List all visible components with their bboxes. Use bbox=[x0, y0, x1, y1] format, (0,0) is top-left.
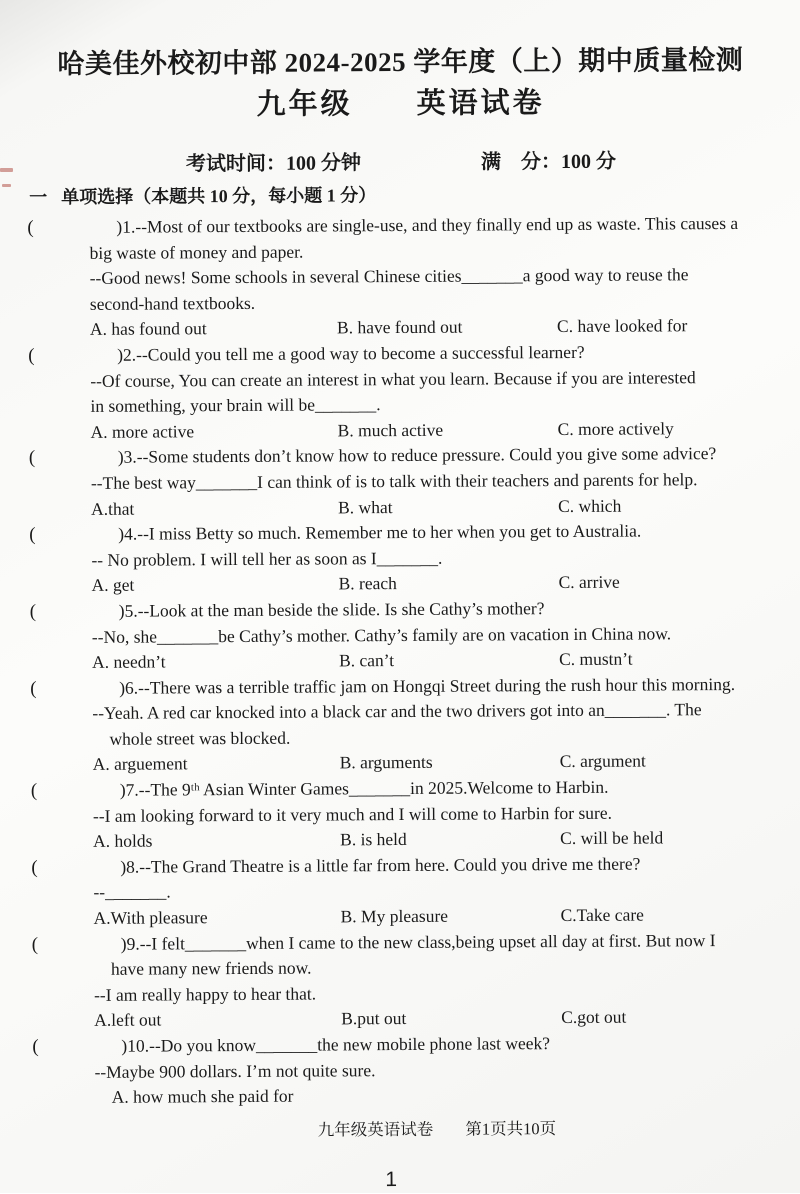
option-b: B. My pleasure bbox=[341, 903, 561, 930]
answer-paren: ( bbox=[32, 1034, 38, 1060]
question-line: )5.--Look at the man beside the slide. Is she Cathy’s mother? bbox=[119, 595, 776, 625]
question-line: whole street was blocked. bbox=[109, 723, 776, 753]
page-number: 1 bbox=[7, 1165, 800, 1194]
question-line: have many new friends now. bbox=[111, 953, 778, 983]
option-c: C. have looked for bbox=[557, 313, 774, 340]
answer-paren: ( bbox=[27, 215, 33, 241]
option-b: B. have found out bbox=[337, 314, 557, 341]
question-8 bbox=[5, 850, 800, 932]
question-line: )7.--The 9ᵗʰ Asian Winter Games_______in 2025.Welcome to Harbin. bbox=[120, 774, 777, 804]
option-b: B. what bbox=[338, 494, 558, 521]
question-line: )1.--Most of our textbooks are single-use, and they finally end up as waste. This causes a bbox=[116, 211, 773, 241]
option-b: B. can’t bbox=[339, 647, 559, 674]
exam-subtitle: 九年级 英语试卷 bbox=[1, 79, 800, 125]
answer-paren: ( bbox=[30, 599, 36, 625]
question-6 bbox=[4, 671, 800, 778]
question-line: --The best way_______I can think of is to talk with their teachers and parents for help. bbox=[91, 467, 775, 497]
exam-info-row bbox=[1, 144, 800, 178]
option-a: A. get bbox=[91, 572, 338, 599]
section-number: 一 bbox=[29, 184, 47, 210]
question-line: )6.--There was a terrible traffic jam on Hongqi Street during the rush hour this morning. bbox=[119, 671, 776, 701]
answer-paren: ( bbox=[29, 522, 35, 548]
question-line: --Yeah. A red car knocked into a black car and the two drivers got into an_______. The bbox=[92, 697, 776, 727]
questions-list bbox=[1, 211, 800, 1112]
question-4 bbox=[3, 518, 800, 600]
option-a: A. more active bbox=[91, 418, 338, 445]
option-a: A. holds bbox=[93, 828, 340, 855]
full-score-label: 满 分：100 分 bbox=[481, 145, 616, 175]
question-7 bbox=[5, 774, 800, 856]
option-c: C.Take care bbox=[561, 902, 778, 929]
answer-paren: ( bbox=[30, 676, 36, 702]
section-heading bbox=[1, 180, 800, 211]
option-a: A.left out bbox=[94, 1007, 341, 1034]
option-a: A. has found out bbox=[90, 316, 337, 343]
option-a: A.that bbox=[91, 495, 338, 522]
question-line: --Of course, You can create an interest in what you learn. Because if you are interested bbox=[90, 364, 774, 394]
answer-paren: ( bbox=[29, 446, 35, 472]
question-1 bbox=[1, 211, 800, 344]
answer-paren: ( bbox=[31, 778, 37, 804]
question-line: )4.--I miss Betty so much. Remember me to her when you get to Australia. bbox=[118, 518, 775, 548]
option-c: C. arrive bbox=[558, 569, 775, 596]
question-line: --I am really happy to hear that. bbox=[94, 979, 778, 1009]
question-line: )10.--Do you know_______the new mobile phone last week? bbox=[121, 1030, 778, 1060]
option-b: B. arguments bbox=[340, 750, 560, 777]
question-line: A. how much she paid for bbox=[112, 1081, 779, 1111]
option-b: B.put out bbox=[341, 1005, 561, 1032]
option-c: C. mustn’t bbox=[559, 646, 776, 673]
section-title: 单项选择（本题共 10 分，每小题 1 分） bbox=[61, 185, 376, 207]
question-2 bbox=[2, 339, 800, 446]
option-c: C.got out bbox=[561, 1004, 778, 1031]
question-line: )3.--Some students don’t know how to reduce pressure. Could you give some advice? bbox=[118, 441, 775, 471]
question-line: -- No problem. I will tell her as soon as I_______. bbox=[91, 543, 775, 573]
option-c: C. which bbox=[558, 492, 775, 519]
question-line: second-hand textbooks. bbox=[90, 288, 774, 318]
question-line: --Good news! Some schools in several Chinese cities_______a good way to reuse the bbox=[90, 262, 774, 292]
exam-title: 哈美佳外校初中部 2024-2025 学年度（上）期中质量检测 bbox=[0, 38, 800, 82]
question-line: --No, she_______be Cathy’s mother. Cathy’s family are on vacation in China now. bbox=[92, 620, 776, 650]
option-c: C. will be held bbox=[560, 825, 777, 852]
question-line: --I am looking forward to it very much and I will come to Harbin for sure. bbox=[93, 799, 777, 829]
option-a: A. needn’t bbox=[92, 648, 339, 675]
option-a: A. arguement bbox=[93, 751, 340, 778]
question-line: )9.--I felt_______when I came to the new class,being upset all day at first. But now I bbox=[121, 927, 778, 957]
answer-paren: ( bbox=[32, 932, 38, 958]
option-c: C. more actively bbox=[558, 415, 775, 442]
page-footer bbox=[7, 1113, 800, 1142]
question-5 bbox=[4, 594, 800, 676]
option-b: B. reach bbox=[338, 570, 558, 597]
question-line: big waste of money and paper. bbox=[89, 236, 773, 266]
question-10 bbox=[6, 1030, 800, 1112]
answer-paren: ( bbox=[28, 343, 34, 369]
option-b: B. much active bbox=[338, 417, 558, 444]
question-line: --_______. bbox=[93, 876, 777, 906]
question-9 bbox=[6, 927, 800, 1034]
option-c: C. argument bbox=[560, 748, 777, 775]
question-line: in something, your brain will be_______. bbox=[90, 390, 774, 420]
question-line: )2.--Could you tell me a good way to become a successful learner? bbox=[117, 339, 774, 369]
answer-paren: ( bbox=[31, 855, 37, 881]
question-3 bbox=[3, 441, 800, 523]
question-line: )8.--The Grand Theatre is a little far from here. Could you drive me there? bbox=[120, 851, 777, 881]
footer-paper-name: 九年级英语试卷 bbox=[318, 1120, 434, 1140]
option-a: A.With pleasure bbox=[94, 904, 341, 931]
footer-page-info: 第1页共10页 bbox=[465, 1119, 556, 1139]
exam-time-label: 考试时间：100 分钟 bbox=[186, 146, 481, 177]
question-line: --Maybe 900 dollars. I’m not quite sure. bbox=[94, 1055, 778, 1085]
option-b: B. is held bbox=[340, 826, 560, 853]
